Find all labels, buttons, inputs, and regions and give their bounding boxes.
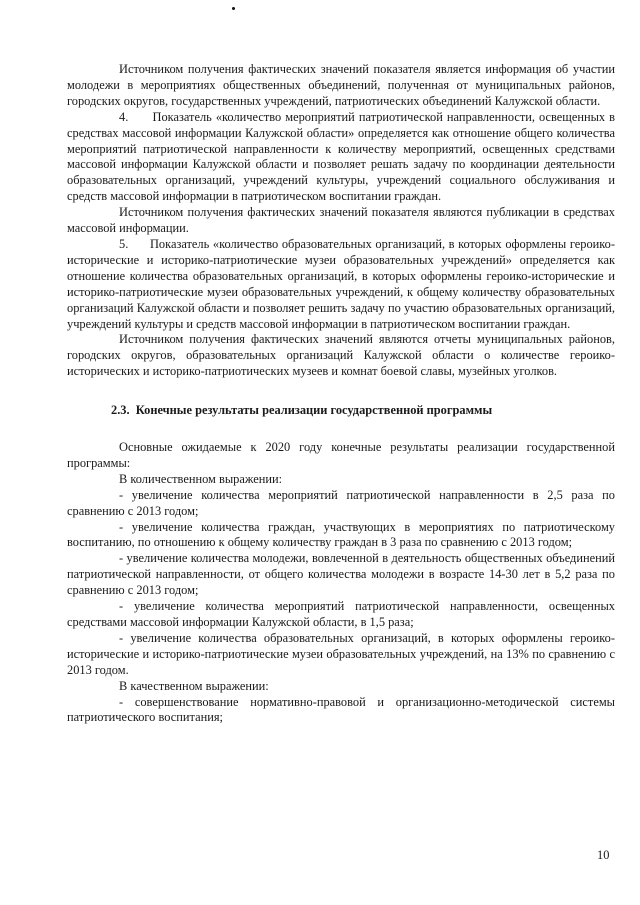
paragraph-indicator-4: 4. Показатель «количество мероприятий патриотической направленности, освещенных в средствах массовой информации Калужской области» определяется как отношение общего количества мероприятий патриотической направленности к количеству мероприятий, освещенных средствами массовой информации Калужской области и позволяет решать задачу по координации деятельности образовательных организаций, учреждений культуры, учреждений социального обслуживания и средств массовой информации в патриотическом воспитании граждан. (67, 109, 615, 204)
list-item-events: - увеличение количества мероприятий патриотической направленности в 2,5 раза по сравнению с 2013 годом; (67, 487, 615, 518)
list-item-media: - увеличение количества мероприятий патриотической направленности, освещенных средствами массовой информации Калужской области, в 1,5 раза; (67, 599, 615, 629)
list-item-citizens: - увеличение количества граждан, участвующих в мероприятиях по патриотическому воспитанию, по отношению к общему количеству граждан в 3 раза по сравнению с 2013 годом; (67, 519, 615, 550)
paragraph-source-youth: Источником получения фактических значений показателя является информация об участии молодежи в мероприятиях общественных объединений, полученная от муниципальных районов, городских округов, государственных учреждений, патриотических объединений Калужской области. (67, 62, 615, 108)
list-item-legal-system: - совершенствование нормативно-правовой и организационно-методической системы патриотического воспитания; (67, 694, 615, 725)
scan-mark (232, 7, 235, 10)
paragraph-quantitative-intro: В количественном выражении: (119, 471, 283, 486)
section-heading: 2.3. Конечные результаты реализации государственной программы (111, 403, 493, 418)
body-text (67, 62, 615, 726)
paragraph-expected-results: Основные ожидаемые к 2020 году конечные результаты реализации государственной программы: (67, 440, 615, 470)
paragraph-source-media: Источником получения фактических значений показателя являются публикации в средствах массовой информации. (67, 205, 615, 236)
page-number: 10 (597, 848, 610, 862)
paragraph-source-museums: Источником получения фактических значений являются отчеты муниципальных районов, городских округов, образовательных организаций Калужской области о количестве героико-исторических и историко-патриотических музеев и комнат боевой славы, музейных уголков. (67, 332, 615, 379)
paragraph-indicator-5: 5. Показатель «количество образовательных организаций, в которых оформлены героико-исторические и историко-патриотические музеи образовательных учреждений» определяется как отношение количества образовательных организаций, в которых оформлены героико-исторические и историко-патриотические музеи образовательных учреждений, к общему количеству образовательных организаций Калужской области и позволяет решить задачу по участию образовательных организаций, учреждений культуры и средств массовой информации в патриотическом воспитании граждан. (67, 236, 615, 331)
paragraph-qualitative-intro: В качественном выражении: (119, 678, 269, 693)
list-item-museums: - увеличение количества образовательных организаций, в которых оформлены героико-исторические и историко-патриотические музеи образовательных учреждений, на 13% по сравнению с 2013 годом. (67, 630, 615, 677)
list-item-youth: - увеличение количества молодежи, вовлеченной в деятельность общественных объединений патриотической направленности, от общего количества молодежи в возрасте 14-30 лет в 5,2 раза по сравнению с 2013 годом; (67, 551, 615, 598)
